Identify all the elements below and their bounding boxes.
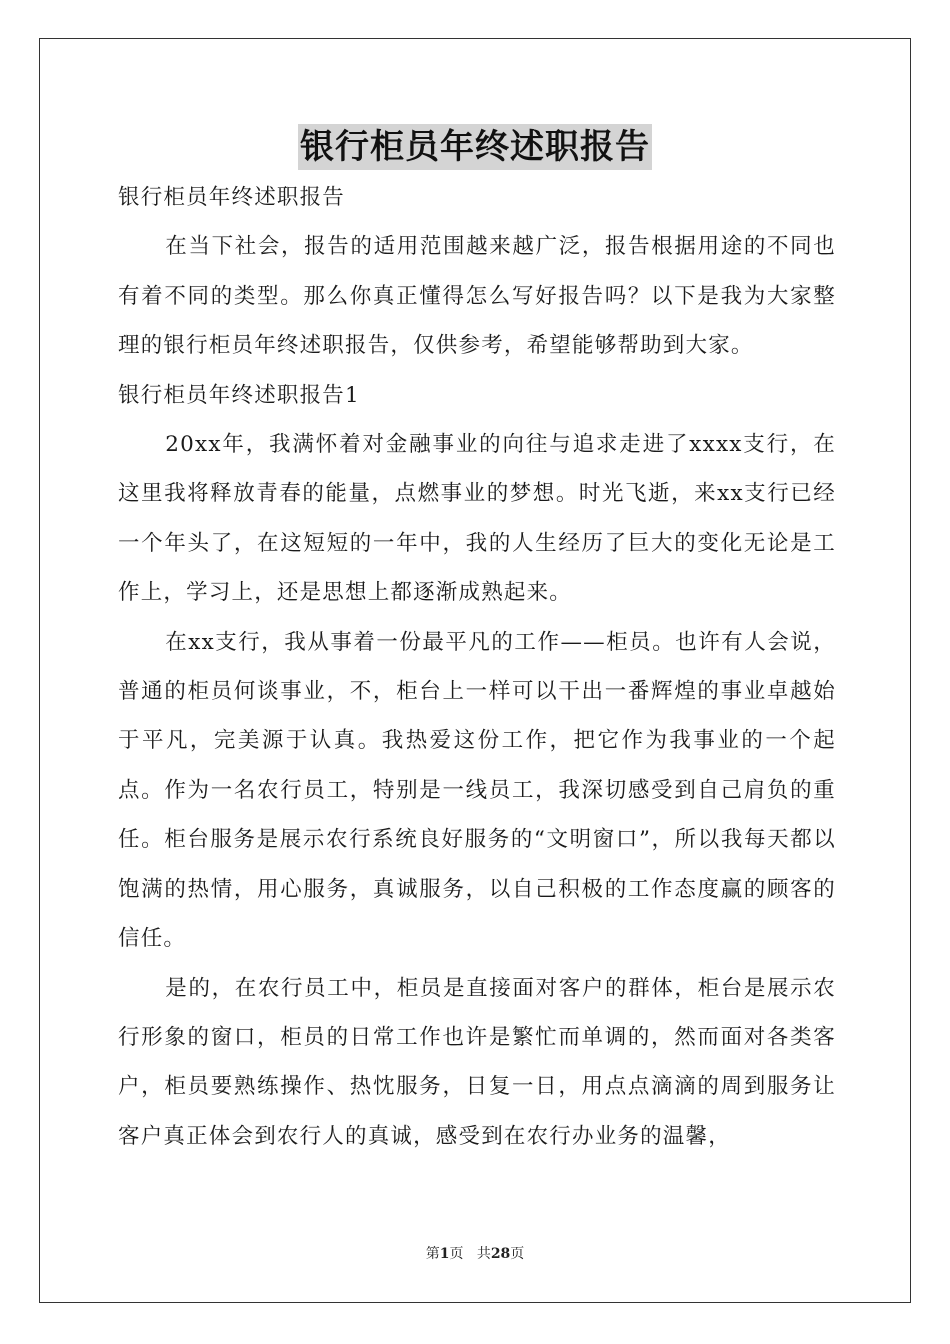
title-wrap: [0, 124, 950, 170]
paragraph-heading-1: 银行柜员年终述职报告1: [118, 382, 360, 408]
page-footer: [0, 1243, 950, 1263]
paragraph-body: 20xx年，我满怀着对金融事业的向往与追求走进了xxxx支行，在这里我将释放青春的能量，点燃事业的梦想。时光飞逝，来xx支行已经一个年头了，在这短短的一年中，我的人生经历了巨大的变化无论是工作上，学习上，还是思想上都逐渐成熟起来。: [118, 432, 836, 606]
paragraph-body: 在xx支行，我从事着一份最平凡的工作——柜员。也许有人会说，普通的柜员何谈事业，不，柜台上一样可以干出一番辉煌的事业卓越始于平凡，完美源于认真。我热爱这份工作，把它作为我事业的一个起点。作为一名农行员工，特别是一线员工，我深切感受到自己肩负的重任。柜台服务是展示农行系统良好服务的“文明窗口”，所以我每天都以饱满的热情，用心服务，真诚服务，以自己积极的工作态度赢的顾客的信任。: [118, 629, 836, 952]
document-body: [118, 173, 836, 1161]
page-total: 28: [490, 1246, 511, 1262]
page-suffix: 页: [449, 1246, 464, 1262]
page-prefix: 第: [425, 1246, 440, 1262]
page-current: 1: [439, 1246, 450, 1262]
paragraph-subtitle: 银行柜员年终述职报告: [118, 185, 346, 210]
paragraph-intro: 在当下社会，报告的适用范围越来越广泛，报告根据用途的不同也有着不同的类型。那么你真正懂得怎么写好报告吗？以下是我为大家整理的银行柜员年终述职报告，仅供参考，希望能够帮助到大家。: [118, 234, 836, 359]
document-title: 银行柜员年终述职报告: [298, 124, 652, 170]
total-prefix: 共: [476, 1246, 491, 1262]
paragraph-body: 是的，在农行员工中，柜员是直接面对客户的群体，柜台是展示农行形象的窗口，柜员的日常工作也许是繁忙而单调的，然而面对各类客户，柜员要熟练操作、热忱服务，日复一日，用点点滴滴的周到服务让客户真正体会到农行人的真诚，感受到在农行办业务的温馨，: [118, 975, 836, 1149]
total-suffix: 页: [510, 1246, 525, 1262]
